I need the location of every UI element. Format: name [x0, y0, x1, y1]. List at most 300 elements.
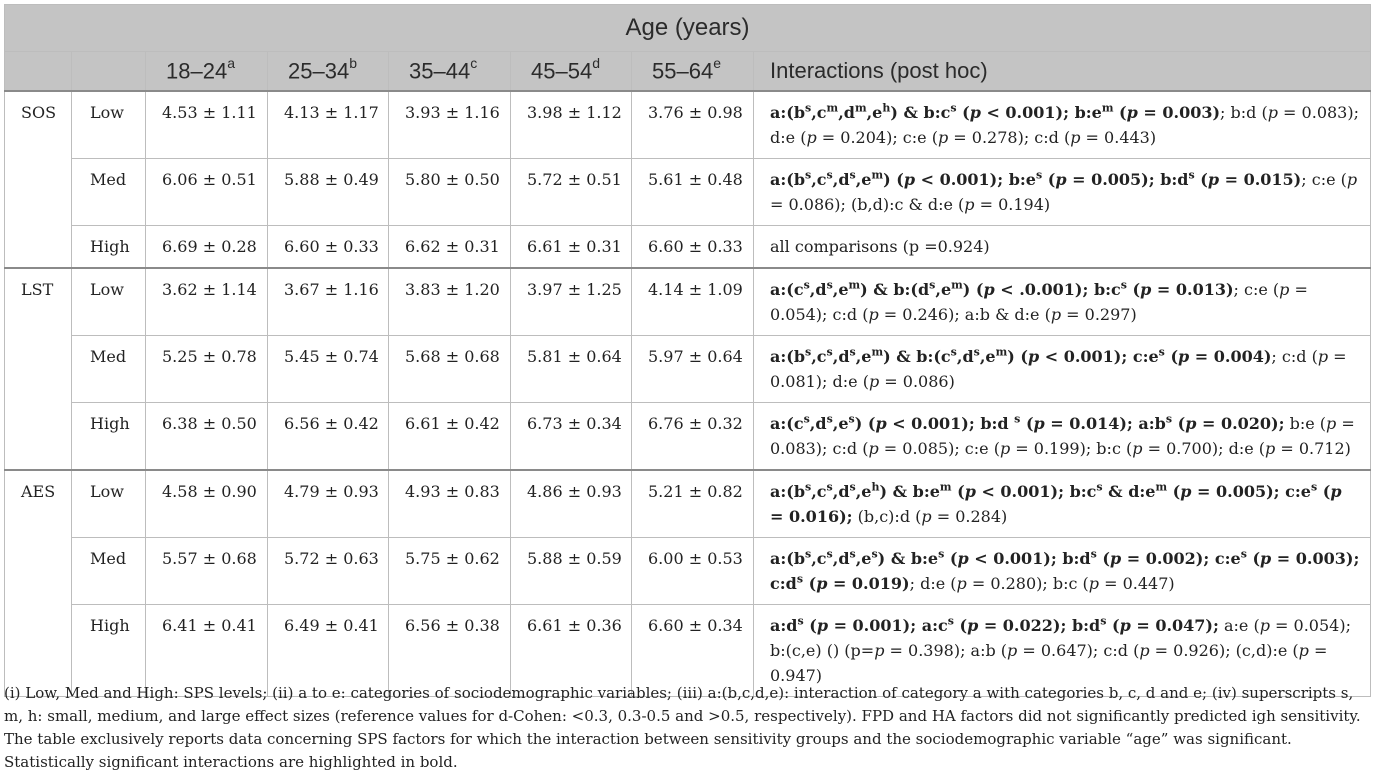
age-sps-table — [4, 4, 1371, 697]
table-row — [5, 91, 1371, 159]
interaction-text: ,d — [832, 482, 850, 501]
interaction-text: = 0.199); b:c ( — [1010, 439, 1133, 458]
table-container — [4, 4, 1370, 697]
interaction-text: p — [964, 195, 975, 214]
interaction-text: < 0.001); b:d — [886, 414, 1015, 433]
interaction-text: ,e — [935, 280, 952, 299]
interaction-text: ,e — [979, 347, 996, 366]
effect-size-superscript: m — [939, 480, 952, 494]
column-header-label: 45–54 — [531, 58, 593, 84]
column-header-superscript: d — [592, 55, 600, 72]
interaction-text: ( — [1113, 103, 1127, 122]
level-label: High — [72, 226, 146, 269]
interaction-text: p — [903, 170, 916, 189]
value-cell: 4.93 ± 0.83 — [389, 470, 511, 538]
interaction-text: p — [1033, 414, 1045, 433]
effect-size-superscript: s — [848, 412, 855, 426]
interaction-text: ,e — [855, 170, 872, 189]
effect-size-superscript: s — [1120, 278, 1127, 292]
column-header-superscript: e — [713, 55, 721, 72]
interaction-text: a:e ( — [1218, 616, 1260, 635]
interaction-text: ,c — [811, 170, 827, 189]
interaction-text: p — [1119, 616, 1131, 635]
effect-size-superscript: s — [938, 547, 945, 561]
effect-size-superscript: s — [1100, 614, 1107, 628]
effect-size-superscript: s — [805, 345, 812, 359]
column-header-superscript: c — [470, 55, 478, 72]
interaction-text: all comparisons (p =0.924) — [770, 237, 990, 256]
interaction-text: < .0.001); b:c — [994, 280, 1121, 299]
interaction-text: = 0.047); — [1130, 616, 1219, 635]
header-row-columns — [5, 52, 1371, 92]
effect-size-superscript: s — [826, 547, 833, 561]
interaction-text: ,d — [832, 549, 850, 568]
effect-size-superscript: m — [995, 345, 1008, 359]
value-cell: 6.00 ± 0.53 — [632, 538, 754, 605]
interaction-text: = 0.083); d:e ( — [770, 103, 1359, 147]
interaction-text: = 0.246); a:b & d:e ( — [878, 305, 1051, 324]
interaction-text: ,e — [832, 280, 849, 299]
interaction-text: p — [1207, 170, 1220, 189]
value-cell: 4.13 ± 1.17 — [268, 91, 389, 159]
interaction-text: ( — [953, 616, 968, 635]
value-cell: 5.81 ± 0.64 — [511, 336, 632, 403]
interaction-text: = 0.003); c:d — [770, 549, 1360, 593]
interaction-text: = 0.284) — [931, 507, 1008, 526]
value-cell: 5.88 ± 0.49 — [268, 159, 389, 226]
interaction-text: ,e — [855, 549, 872, 568]
interaction-text: a:d — [770, 616, 798, 635]
group-label: AES — [5, 470, 72, 697]
value-cell: 5.72 ± 0.63 — [268, 538, 389, 605]
interaction-text: ) & b:(d — [860, 280, 930, 299]
interaction-text: p — [868, 439, 879, 458]
level-label: Med — [72, 538, 146, 605]
value-cell: 3.76 ± 0.98 — [632, 91, 754, 159]
value-cell: 4.58 ± 0.90 — [146, 470, 268, 538]
effect-size-superscript: m — [854, 101, 867, 115]
interactions-cell — [754, 403, 1371, 471]
effect-size-superscript: s — [805, 547, 812, 561]
interaction-text: p — [969, 103, 981, 122]
interaction-text: ,e — [855, 482, 872, 501]
value-cell: 5.75 ± 0.62 — [389, 538, 511, 605]
interaction-text: p — [1326, 414, 1337, 433]
value-cell: 6.41 ± 0.41 — [146, 605, 268, 697]
effect-size-superscript: s — [805, 101, 812, 115]
value-cell: 3.98 ± 1.12 — [511, 91, 632, 159]
effect-size-superscript: m — [848, 278, 861, 292]
effect-size-superscript: s — [1035, 168, 1043, 182]
interaction-text: b:e ( — [1284, 414, 1327, 433]
effect-size-superscript: m — [871, 345, 884, 359]
column-header-superscript: a — [227, 55, 235, 72]
column-header-label: 18–24 — [166, 58, 228, 84]
effect-size-superscript: s — [1014, 412, 1021, 426]
interaction-text: & d:e — [1102, 482, 1156, 501]
interaction-text: = 0.004) — [1189, 347, 1272, 366]
interaction-text: (b,c):d ( — [852, 507, 922, 526]
value-cell: 4.53 ± 1.11 — [146, 91, 268, 159]
interaction-text: = 0.054); c:d ( — [770, 280, 1308, 324]
interactions-cell — [754, 226, 1371, 269]
column-header-age-1 — [268, 52, 389, 92]
effect-size-superscript: s — [849, 547, 856, 561]
value-cell: 5.21 ± 0.82 — [632, 470, 754, 538]
effect-size-superscript: s — [803, 278, 810, 292]
interaction-text: p — [1178, 347, 1190, 366]
interaction-text: p — [1185, 414, 1197, 433]
header-row-title — [5, 5, 1371, 52]
effect-size-superscript: s — [849, 168, 856, 182]
interaction-text: = 0.014); a:b — [1044, 414, 1166, 433]
interaction-text: ( — [1164, 347, 1179, 366]
interaction-text: ) & b:e — [877, 549, 939, 568]
interaction-text: a:(b — [770, 549, 806, 568]
interaction-text: p — [1330, 482, 1342, 501]
interaction-text: ( — [1042, 170, 1056, 189]
interaction-text: p — [967, 616, 979, 635]
value-cell: 5.25 ± 0.78 — [146, 336, 268, 403]
effect-size-superscript: s — [826, 412, 833, 426]
interaction-text: = 0.083); c:d ( — [770, 414, 1355, 458]
interaction-text: a:(c — [770, 280, 804, 299]
table-row — [5, 403, 1371, 471]
interaction-text: = 0.280); b:c ( — [966, 574, 1089, 593]
interaction-text: = 0.022); b:d — [978, 616, 1101, 635]
interaction-text: ) ( — [1007, 347, 1028, 366]
interaction-text: = 0.081); d:e ( — [770, 347, 1347, 391]
interaction-text: p — [816, 616, 828, 635]
value-cell: 6.06 ± 0.51 — [146, 159, 268, 226]
interaction-text: ; c:e ( — [1301, 170, 1347, 189]
interaction-text: = 0.016); — [770, 507, 853, 526]
level-label: Low — [72, 268, 146, 336]
effect-size-superscript: s — [1165, 412, 1173, 426]
table-row — [5, 159, 1371, 226]
value-cell: 3.97 ± 1.25 — [511, 268, 632, 336]
column-header-age-0 — [146, 52, 268, 92]
interaction-text: p — [875, 414, 887, 433]
interaction-text: < 0.001); b:e — [915, 170, 1036, 189]
interaction-text: p — [806, 128, 817, 147]
interaction-text: p — [1139, 641, 1150, 660]
table-row — [5, 226, 1371, 269]
table-row — [5, 470, 1371, 538]
header-blank-level — [72, 52, 146, 92]
interaction-text: = 0.398); a:b ( — [884, 641, 1008, 660]
effect-size-superscript: s — [947, 614, 954, 628]
interaction-text: p — [921, 507, 932, 526]
interaction-text: p — [1007, 641, 1018, 660]
interaction-text: ) ( — [962, 280, 984, 299]
interaction-text: = 0.005); b:d — [1066, 170, 1189, 189]
column-header-label: 35–44 — [409, 58, 471, 84]
level-label: Low — [72, 470, 146, 538]
interaction-text: ,e — [855, 347, 872, 366]
interaction-text: = 0.013) — [1151, 280, 1234, 299]
level-label: Med — [72, 336, 146, 403]
interaction-text: ( — [951, 482, 965, 501]
value-cell: 4.14 ± 1.09 — [632, 268, 754, 336]
interaction-text: = 0.054); b:(c,e) () (p= — [770, 616, 1351, 660]
interaction-text: p — [1317, 347, 1329, 366]
interaction-text: = 0.926); (c,d):e ( — [1149, 641, 1299, 660]
group-label: LST — [5, 268, 72, 470]
interaction-text: = 0.005); c:e — [1191, 482, 1311, 501]
value-cell: 6.76 ± 0.32 — [632, 403, 754, 471]
level-label: Med — [72, 159, 146, 226]
interaction-text: ( — [1172, 414, 1186, 433]
interaction-text: p — [999, 439, 1011, 458]
interaction-text: = 0.447) — [1099, 574, 1175, 593]
value-cell: 6.61 ± 0.31 — [511, 226, 632, 269]
interaction-text: ( — [1096, 549, 1110, 568]
value-cell: 5.80 ± 0.50 — [389, 159, 511, 226]
effect-size-superscript: s — [797, 614, 804, 628]
interactions-cell — [754, 268, 1371, 336]
value-cell: 6.60 ± 0.33 — [632, 226, 754, 269]
interaction-text: ,c — [811, 549, 827, 568]
interaction-text: p — [1055, 170, 1067, 189]
interaction-text: p — [816, 574, 828, 593]
value-cell: 5.68 ± 0.68 — [389, 336, 511, 403]
interaction-text: p — [937, 128, 949, 147]
effect-size-superscript: s — [1240, 547, 1247, 561]
effect-size-superscript: s — [826, 480, 833, 494]
interaction-text: < 0.001); b:d — [968, 549, 1091, 568]
interaction-text: p — [1126, 103, 1138, 122]
value-cell: 5.57 ± 0.68 — [146, 538, 268, 605]
interaction-text: = 0.194) — [974, 195, 1051, 214]
interactions-cell — [754, 336, 1371, 403]
value-cell: 6.61 ± 0.42 — [389, 403, 511, 471]
value-cell: 3.62 ± 1.14 — [146, 268, 268, 336]
interaction-text: a:(b — [770, 482, 806, 501]
interaction-text: ( — [944, 549, 958, 568]
column-header-age-2 — [389, 52, 511, 92]
interaction-text: p — [1259, 616, 1270, 635]
interaction-text: p — [1050, 305, 1062, 324]
effect-size-superscript: s — [1090, 547, 1097, 561]
interaction-text: ,d — [956, 347, 974, 366]
interaction-text: ) & b:(c — [883, 347, 951, 366]
interaction-text: ( — [1126, 280, 1141, 299]
interaction-text: = 0.019) — [827, 574, 910, 593]
interaction-text: = 0.647); c:d ( — [1017, 641, 1140, 660]
interaction-text: p — [1140, 280, 1152, 299]
interaction-text: p — [874, 641, 885, 660]
interaction-text: a:(b — [770, 170, 806, 189]
effect-size-superscript: h — [871, 480, 880, 494]
effect-size-superscript: s — [950, 345, 957, 359]
interaction-text: ,c — [811, 482, 827, 501]
value-cell: 6.60 ± 0.34 — [632, 605, 754, 697]
interaction-text: p — [1265, 439, 1276, 458]
interaction-text: p — [1346, 170, 1358, 189]
interaction-text: = 0.297) — [1061, 305, 1137, 324]
interaction-text: p — [1260, 549, 1272, 568]
value-cell: 6.60 ± 0.33 — [268, 226, 389, 269]
effect-size-superscript: s — [826, 168, 833, 182]
value-cell: 6.49 ± 0.41 — [268, 605, 389, 697]
interaction-text: ( — [1106, 616, 1120, 635]
level-label: High — [72, 605, 146, 697]
interaction-text: < 0.001); c:e — [1039, 347, 1159, 366]
value-cell: 5.61 ± 0.48 — [632, 159, 754, 226]
interaction-text: p — [956, 574, 967, 593]
effect-size-superscript: s — [1158, 345, 1165, 359]
effect-size-superscript: s — [929, 278, 936, 292]
value-cell: 6.38 ± 0.50 — [146, 403, 268, 471]
interaction-text: = 0.278); c:d ( — [948, 128, 1071, 147]
interaction-text: ( — [803, 574, 817, 593]
effect-size-superscript: m — [1101, 101, 1114, 115]
value-cell: 6.56 ± 0.42 — [268, 403, 389, 471]
effect-size-superscript: s — [1188, 168, 1195, 182]
value-cell: 5.88 ± 0.59 — [511, 538, 632, 605]
interaction-text: ,c — [811, 103, 827, 122]
interaction-text: < 0.001); b:e — [980, 103, 1102, 122]
interaction-text: ( — [956, 103, 970, 122]
interaction-text: ; c:e ( — [1233, 280, 1280, 299]
interaction-text: p — [1267, 103, 1278, 122]
value-cell: 4.86 ± 0.93 — [511, 470, 632, 538]
interaction-text: p — [868, 305, 879, 324]
interaction-text: ) ( — [883, 170, 904, 189]
effect-size-superscript: s — [1096, 480, 1103, 494]
interaction-text: ,e — [832, 414, 849, 433]
interaction-text: = 0.204); c:e ( — [816, 128, 938, 147]
interaction-text: = 0.700); d:e ( — [1142, 439, 1266, 458]
value-cell: 6.73 ± 0.34 — [511, 403, 632, 471]
interaction-text: ) & b:e — [879, 482, 940, 501]
column-header-age-3 — [511, 52, 632, 92]
table-title: Age (years) — [5, 5, 1371, 52]
value-cell: 3.83 ± 1.20 — [389, 268, 511, 336]
effect-size-superscript: s — [950, 101, 957, 115]
interaction-text: ( — [803, 616, 817, 635]
interaction-text: ,d — [809, 280, 827, 299]
interaction-text: p — [1109, 549, 1122, 568]
interaction-text: ) & b:c — [890, 103, 951, 122]
interaction-text: p — [1298, 641, 1309, 660]
interaction-text: ; d:e ( — [909, 574, 957, 593]
interaction-text: = 0.086) — [879, 372, 955, 391]
effect-size-superscript: m — [871, 168, 884, 182]
level-label: High — [72, 403, 146, 471]
column-header-superscript: b — [349, 55, 357, 72]
interaction-text: p — [957, 549, 969, 568]
column-header-label: 55–64 — [652, 58, 714, 84]
interaction-text: p — [1180, 482, 1192, 501]
effect-size-superscript: s — [1310, 480, 1318, 494]
value-cell: 5.45 ± 0.74 — [268, 336, 389, 403]
interaction-text: < 0.001); b:c — [975, 482, 1097, 501]
value-cell: 6.61 ± 0.36 — [511, 605, 632, 697]
effect-size-superscript: s — [973, 345, 980, 359]
effect-size-superscript: h — [882, 101, 891, 115]
interaction-text: ,d — [809, 414, 827, 433]
interaction-text: ,d — [832, 170, 850, 189]
effect-size-superscript: s — [826, 278, 833, 292]
effect-size-superscript: s — [826, 345, 833, 359]
table-row — [5, 336, 1371, 403]
interaction-text: ( — [1167, 482, 1181, 501]
interaction-text: p — [1279, 280, 1290, 299]
value-cell: 3.67 ± 1.16 — [268, 268, 389, 336]
interaction-text: p — [983, 280, 995, 299]
group-label: SOS — [5, 91, 72, 268]
column-header-age-4 — [632, 52, 754, 92]
interaction-text: ; c:d ( — [1271, 347, 1318, 366]
effect-size-superscript: m — [826, 101, 839, 115]
interaction-text: = 0.443) — [1080, 128, 1157, 147]
interaction-text: = 0.001); a:c — [828, 616, 948, 635]
effect-size-superscript: s — [796, 572, 804, 586]
interaction-text: p — [1132, 439, 1143, 458]
interactions-cell — [754, 159, 1371, 226]
table-footnote: (i) Low, Med and High: SPS levels; (ii) a to e: categories of sociodemographic variables; (iii) a:(b,c,d,e): interaction of category a with categories b, c, d and e; (iv) superscripts s, m, h: small, medium, and large effect sizes (reference values for d-Cohen: <0.3, 0.3-0.5 and >0.5, respectively). FPD and HA factors did not significantly predicted igh sensitivity. The table exclusively reports data concerning SPS factors for which the interaction between sensitivity groups and the sociodemographic variable “age” was significant. Statistically significant interactions are highlighted in bold. — [4, 684, 1361, 771]
level-label: Low — [72, 91, 146, 159]
interaction-text: a:(c — [770, 414, 804, 433]
effect-size-superscript: s — [871, 547, 878, 561]
table-body — [5, 91, 1371, 697]
effect-size-superscript: s — [849, 480, 856, 494]
column-header-label: 25–34 — [288, 58, 350, 84]
interaction-text: = 0.086); (b,d):c & d:e ( — [770, 195, 965, 214]
effect-size-superscript: s — [805, 480, 812, 494]
interaction-text: p — [1027, 347, 1040, 366]
value-cell: 4.79 ± 0.93 — [268, 470, 389, 538]
value-cell: 3.93 ± 1.16 — [389, 91, 511, 159]
interaction-text: ( — [1317, 482, 1331, 501]
interactions-cell — [754, 91, 1371, 159]
effect-size-superscript: m — [1155, 480, 1168, 494]
interaction-text: = 0.015) — [1219, 170, 1302, 189]
interaction-text: = 0.712) — [1275, 439, 1351, 458]
interaction-text: = 0.085); c:e ( — [878, 439, 1000, 458]
interaction-text: = 0.003) — [1137, 103, 1221, 122]
effect-size-superscript: s — [803, 412, 810, 426]
interaction-text: p — [1070, 128, 1081, 147]
table-row — [5, 268, 1371, 336]
interaction-text: ; b:d ( — [1220, 103, 1268, 122]
interaction-text: p — [868, 372, 880, 391]
interaction-text: ,d — [832, 347, 850, 366]
effect-size-superscript: m — [951, 278, 963, 292]
interaction-text: a:(b — [770, 347, 806, 366]
interaction-text: ,e — [866, 103, 883, 122]
value-cell: 6.62 ± 0.31 — [389, 226, 511, 269]
interactions-cell — [754, 538, 1371, 605]
interaction-text: p — [964, 482, 976, 501]
effect-size-superscript: s — [805, 168, 812, 182]
header-interactions: Interactions (post hoc) — [754, 52, 1371, 92]
interaction-text: ( — [1194, 170, 1208, 189]
value-cell: 5.97 ± 0.64 — [632, 336, 754, 403]
value-cell: 6.56 ± 0.38 — [389, 605, 511, 697]
interaction-text: p — [1088, 574, 1100, 593]
interactions-cell — [754, 470, 1371, 538]
value-cell: 5.72 ± 0.51 — [511, 159, 632, 226]
interaction-text: a:(b — [770, 103, 806, 122]
effect-size-superscript: s — [849, 345, 856, 359]
table-row — [5, 538, 1371, 605]
interaction-text: = 0.002); c:e — [1121, 549, 1241, 568]
interaction-text: ,c — [811, 347, 827, 366]
interaction-text: = 0.947) — [770, 641, 1328, 685]
